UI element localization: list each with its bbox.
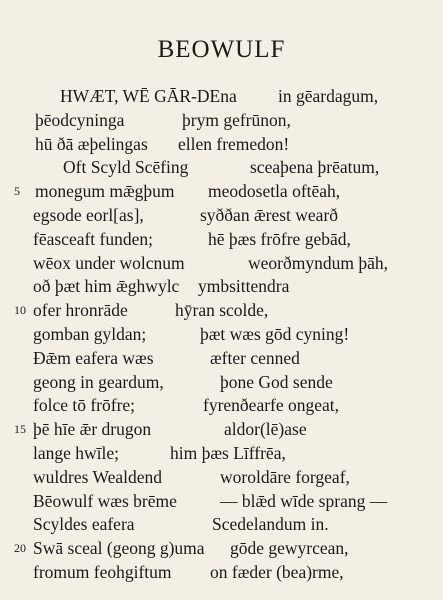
second-half-line: þrym gefrūnon, bbox=[182, 109, 291, 130]
first-half-line: Swā sceal (geong g)uma bbox=[33, 538, 205, 559]
first-half-line: egsode eorl[as], bbox=[33, 205, 144, 225]
verse-line bbox=[0, 419, 443, 443]
second-half-line: ymbsittendra bbox=[198, 276, 290, 297]
first-half-line: wuldres Wealdend bbox=[33, 466, 162, 487]
first-half-line: fromum feohgiftum bbox=[33, 562, 172, 582]
verse-line bbox=[0, 562, 443, 586]
first-half-line: HWÆT, WĒ GĀR-DEna bbox=[60, 86, 237, 106]
first-half-line: hū ðā æþelingas bbox=[35, 133, 148, 154]
verse-line bbox=[0, 324, 443, 348]
verse-line bbox=[0, 157, 443, 181]
second-half-line: gōde gewyrcean, bbox=[230, 538, 349, 559]
verse-line bbox=[0, 253, 443, 277]
verse-line bbox=[0, 467, 443, 491]
verse-line bbox=[0, 443, 443, 467]
first-half-line: lange hwīle; bbox=[33, 443, 120, 463]
first-half-line: gomban gyldan; bbox=[33, 324, 147, 344]
second-half-line: hȳran scolde, bbox=[175, 300, 269, 321]
first-half-line: geong in geardum, bbox=[33, 371, 164, 392]
verse-line bbox=[0, 86, 443, 110]
verse-line bbox=[0, 514, 443, 538]
page-title: BEOWULF bbox=[157, 36, 286, 63]
first-half-line: Scyldes eafera bbox=[33, 514, 135, 535]
second-half-line: þæt wæs gōd cyning! bbox=[200, 324, 350, 344]
line-number: 5 bbox=[14, 184, 20, 199]
first-half-line: fēasceaft funden; bbox=[33, 228, 153, 249]
first-half-line: Ðǣm eafera wæs bbox=[33, 347, 154, 368]
verse-line bbox=[0, 110, 443, 134]
second-half-line: ellen fremedon! bbox=[178, 133, 290, 154]
second-half-line: syððan ǣrest wearð bbox=[200, 205, 339, 225]
first-half-line: þēodcyninga bbox=[35, 109, 125, 130]
verse-line bbox=[0, 538, 443, 562]
first-half-line: monegum mǣgþum bbox=[35, 181, 175, 202]
verse-line bbox=[0, 134, 443, 158]
second-half-line: meodosetla oftēah, bbox=[208, 181, 341, 202]
verse-line bbox=[0, 348, 443, 372]
second-half-line: hē þæs frōfre gebād, bbox=[208, 228, 351, 249]
first-half-line: wēox under wolcnum bbox=[33, 252, 185, 273]
second-half-line: sceaþena þrēatum, bbox=[250, 157, 380, 178]
second-half-line: æfter cenned bbox=[210, 347, 300, 368]
second-half-line: him þæs Līffrēa, bbox=[170, 443, 286, 463]
first-half-line: ofer hronrāde bbox=[33, 300, 128, 321]
second-half-line: — blǣd wīde sprang — bbox=[220, 490, 388, 511]
second-half-line: aldor(lē)ase bbox=[224, 419, 307, 440]
second-half-line: on fæder (bea)rme, bbox=[210, 562, 344, 582]
second-half-line: þone God sende bbox=[220, 371, 333, 392]
verse-line bbox=[0, 491, 443, 515]
second-half-line: weorðmyndum þāh, bbox=[248, 252, 388, 273]
verse-line bbox=[0, 229, 443, 253]
verse-line bbox=[0, 372, 443, 396]
verse-line bbox=[0, 276, 443, 300]
first-half-line: Oft Scyld Scēfing bbox=[63, 157, 189, 178]
verse-line bbox=[0, 181, 443, 205]
line-number: 20 bbox=[14, 541, 26, 556]
first-half-line: folce tō frōfre; bbox=[33, 395, 136, 416]
verse-line bbox=[0, 300, 443, 324]
line-number: 10 bbox=[14, 303, 26, 318]
first-half-line: þē hīe ǣr drugon bbox=[33, 419, 152, 440]
second-half-line: in gēardagum, bbox=[278, 86, 379, 106]
verse-line bbox=[0, 205, 443, 229]
line-number: 15 bbox=[14, 422, 26, 437]
second-half-line: Scedelandum in. bbox=[212, 514, 329, 535]
first-half-line: Bēowulf wæs brēme bbox=[33, 490, 177, 511]
second-half-line: fyrenðearfe ongeat, bbox=[203, 395, 340, 416]
second-half-line: woroldāre forgeaf, bbox=[220, 466, 350, 487]
first-half-line: oð þæt him ǣghwylc bbox=[33, 276, 180, 297]
verse-line bbox=[0, 395, 443, 419]
